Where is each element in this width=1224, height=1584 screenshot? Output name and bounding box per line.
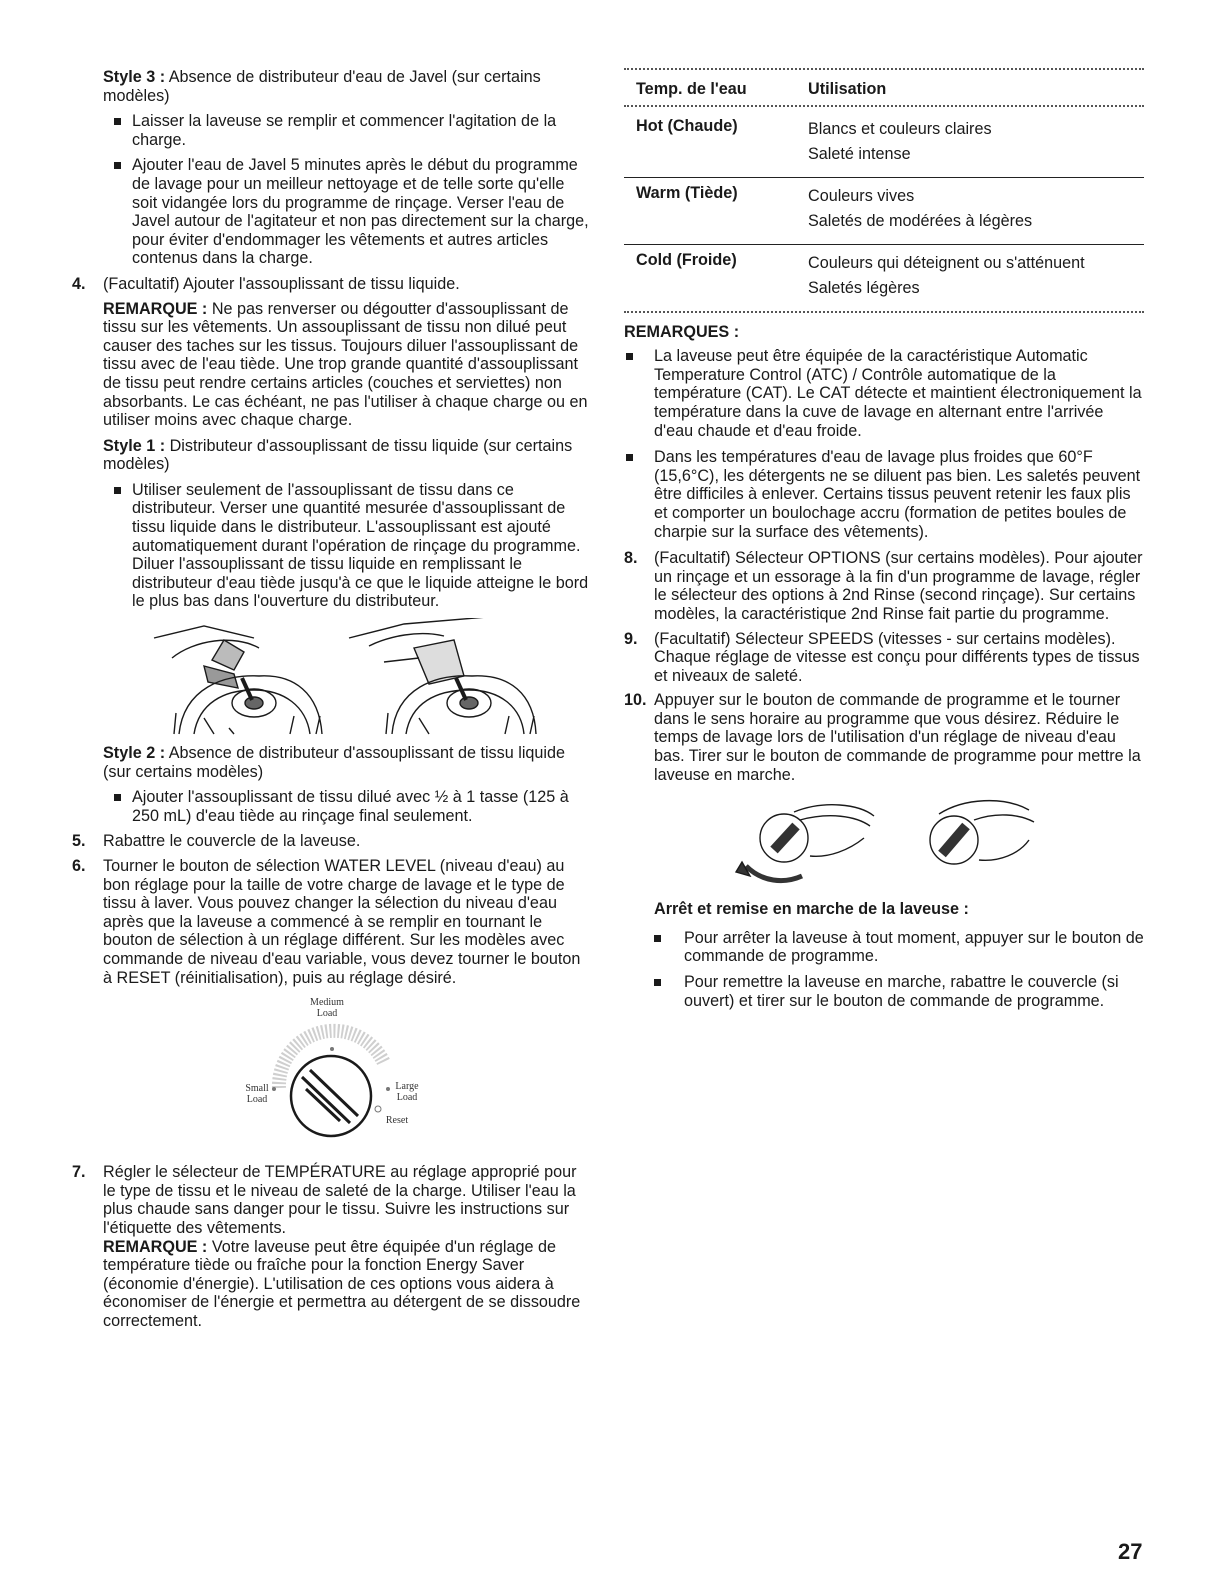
page-number: 27 [1118, 1539, 1143, 1564]
table-row: Hot (Chaude) Blancs et couleurs claires Saleté intense [636, 116, 992, 163]
step-7: 7. Régler le sélecteur de TEMPÉRATURE au réglage approprié pour le type de tissu et le niveau de saleté de la charge. Utiliser l'eau la plus chaude sans danger pour le tissu. Suivre les instructions sur l'étiquette des vêtements. REMARQUE : Votre laveuse peut être équipée d'un réglage de température tiède ou fraîche pour la fonction Energy Saver (économie d'énergie). L'utilisation de ces options vous aidera à économiser de l'énergie et permettra au détergent de se dissoudre correctement. [72, 1163, 581, 1330]
list-item: Laisser la laveuse se remplir et commencer l'agitation de la charge. [84, 112, 592, 149]
softener-pouring-illustration [84, 618, 592, 736]
bullet-icon [114, 487, 121, 494]
step-9: 9. (Facultatif) Sélecteur SPEEDS (vitesses - sur certains modèles). Chaque réglage de vitesse est conçu pour différents types de tissus et niveaux de saleté. [624, 629, 1140, 685]
table-row: Warm (Tiède) Couleurs vives Saletés de modérées à légères [636, 183, 1033, 230]
right-column [624, 68, 1144, 1017]
table-bottom-rule [624, 311, 1144, 317]
list-item: Utiliser seulement de l'assouplissant de tissu dans ce distributeur. Verser une quantité mesurée d'assouplissant de tissu liquide dans le distributeur. L'assouplissant est ajouté automatiquement durant l'opération de rinçage du programme. Diluer l'assouplissant de tissu liquide en remplissant le distributeur d'eau tiède jusqu'à ce que le liquide atteigne le bord le plus bas dans l'ouverture du distributeur. [84, 481, 592, 611]
bullet-icon [626, 353, 633, 360]
water-level-knob-illustration [84, 993, 592, 1143]
bullet-icon [114, 794, 121, 801]
bullet-icon [114, 162, 121, 169]
step-5: 5. Rabattre le couvercle de la laveuse. [72, 832, 361, 851]
cycle-control-knob-illustration [624, 790, 1144, 890]
bullet-icon [654, 979, 661, 986]
list-item: Pour remettre la laveuse en marche, rabattre le couvercle (si ouvert) et tirer sur le bouton de commande de programme. [624, 973, 1144, 1010]
list-item: La laveuse peut être équipée de la caractéristique Automatic Temperature Control (ATC) / Contrôle automatique de la température (CAT). Le CAT détecte et maintient électroniquement la température dans la cuve de lavage en alternant entre l'arrivée d'eau chaude et d'eau froide. [624, 347, 1144, 440]
step-10: 10. Appuyer sur le bouton de commande de programme et le tourner dans le sens horaire au programme que vous désirez. Réduire le temps de lavage lors de l'utilisation d'un réglage de niveau d'eau bas. Tirer sur le bouton de commande de programme pour mettre la laveuse en marche. [624, 691, 1141, 784]
list-item: Dans les températures d'eau de lavage plus froides que 60°F (15,6°C), les détergents ne se diluent pas bien. Les saletés peuvent être difficiles à enlever. Certains tissus peuvent retenir les faux plis et comporter un boulochage accru (formation de petites boules de charpie sur la surface des vêtements). [624, 448, 1144, 541]
list-item: Ajouter l'assouplissant de tissu dilué avec ½ à 1 tasse (125 à 250 mL) d'eau tiède au rinçage final seulement. [84, 788, 592, 825]
bullet-icon [654, 935, 661, 942]
knob-label-medium-load: Load [316, 1008, 338, 1020]
knob-label-medium: Medium [310, 997, 344, 1009]
step-8: 8. (Facultatif) Sélecteur OPTIONS (sur certains modèles). Pour ajouter un rinçage et un essorage à la fin d'un programme de lavage, régler le sélecteur des options à 2nd Rinse (second rinçage). Sur certains modèles, la caractéristique 2nd Rinse fait partie du programme. [624, 549, 1143, 623]
remarque-paragraph: REMARQUE : Ne pas renverser ou dégoutter d'assouplissant de tissu sur les vêtements. Un assouplissant de tissu non dilué peut causer des taches sur les tissus. Toujours diluer l'assouplissant de tissu avec de l'eau tiède. Une trop grande quantité d'assouplissant de tissu peut rendre certains articles (couches et serviettes) non absorbants. Le cas échéant, ne pas l'utiliser à chaque charge ou en utiliser moins avec chaque charge. [103, 299, 588, 430]
left-column [72, 68, 592, 1337]
step-4: 4. (Facultatif) Ajouter l'assouplissant de tissu liquide. [72, 274, 460, 293]
header-temp: Temp. de l'eau [636, 80, 747, 98]
step-6: 6. Tourner le bouton de sélection WATER LEVEL (niveau d'eau) au bon réglage pour la taille de votre charge de lavage et le type de tissu à laver. Vous pouvez changer la sélection du niveau d'eau après que la laveuse a commencé à se remplir en tournant le bouton de sélection à un réglage différent. Sur les modèles avec commande de niveau d'eau variable, vous devez tourner le bouton à RESET (réinitialisation), puis au réglage désiré. [72, 857, 581, 987]
bullet-icon [626, 454, 633, 461]
style1-paragraph: Style 1 : Distributeur d'assouplissant de tissu liquide (sur certains modèles) [103, 436, 573, 474]
style2-paragraph: Style 2 : Absence de distributeur d'assouplissant de tissu liquide (sur certains modèles) [103, 744, 566, 781]
table-header [624, 74, 1144, 105]
table-row: Cold (Froide) Couleurs qui déteignent ou s'atténuent Saletés légères [636, 250, 1085, 297]
header-utilisation: Utilisation [808, 80, 887, 98]
bullet-icon [114, 118, 121, 125]
list-item: Pour arrêter la laveuse à tout moment, appuyer sur le bouton de commande de programme. [624, 929, 1144, 966]
arret-heading: Arrêt et remise en marche de la laveuse : [654, 900, 969, 919]
knob-label-small-load: Load [246, 1094, 268, 1106]
style3-paragraph: Style 3 : Absence de distributeur d'eau de Javel (sur certains modèles) [103, 68, 541, 105]
knob-label-small: Small [245, 1083, 269, 1095]
knob-label-large-load: Load [396, 1092, 418, 1104]
list-item: Ajouter l'eau de Javel 5 minutes après le début du programme de lavage pour un meilleur nettoyage et de telle sorte qu'elle soit vidangée lors du programme de rinçage. Verser l'eau de Javel autour de l'agitateur et non pas directement sur la charge, pour éviter d'endommager les vêtements et autres articles contenus dans la charge. [84, 156, 592, 268]
knob-label-reset: Reset [385, 1115, 409, 1127]
remarques-heading: REMARQUES : [624, 322, 740, 341]
knob-label-large: Large [395, 1081, 419, 1093]
